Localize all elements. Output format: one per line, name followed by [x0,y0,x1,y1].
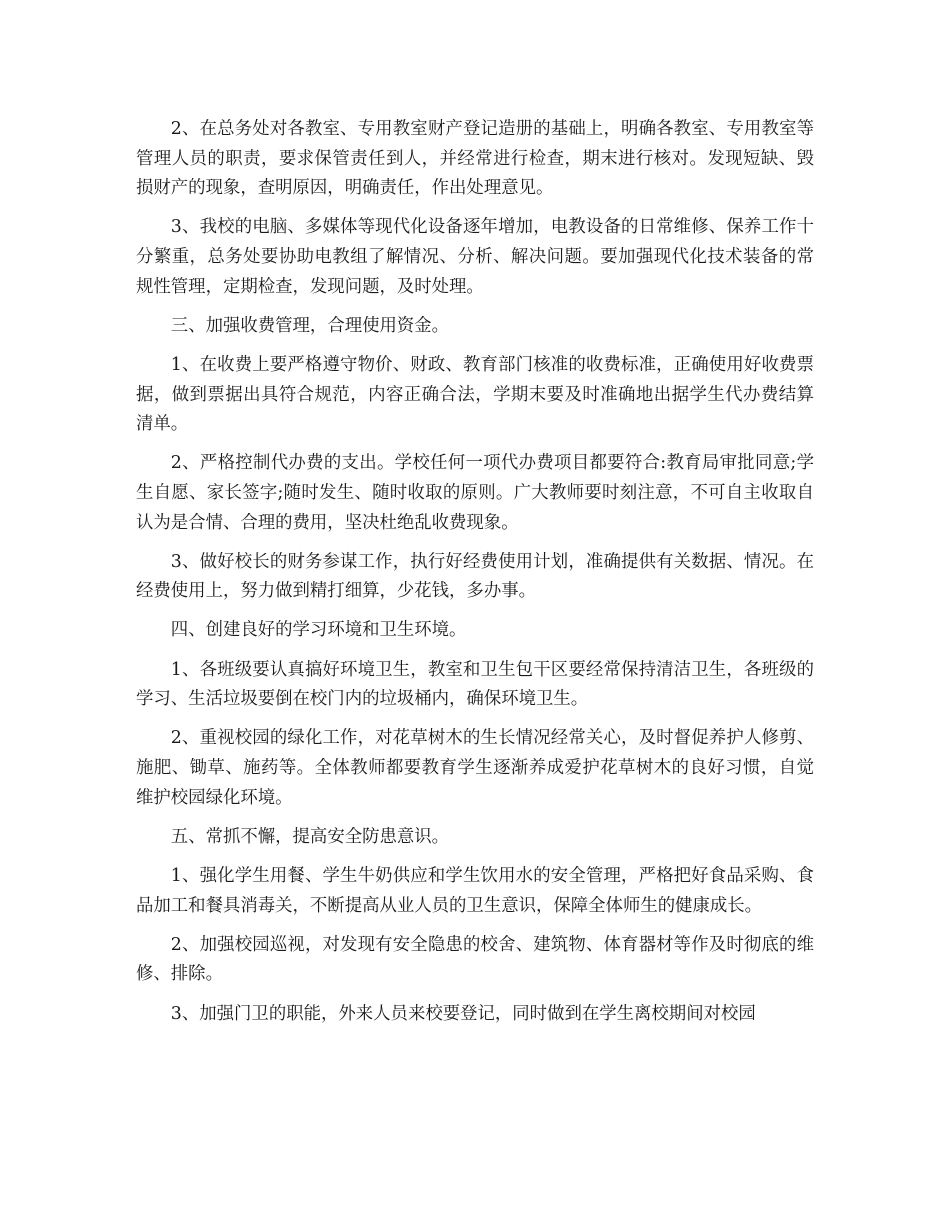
paragraph-5: 2、严格控制代办费的支出。学校任何一项代办费项目都要符合:教育局审批同意;学生自愿、家长签字;随时发生、随时收取的原则。广大教师要时刻注意，不可自主收取自认为是合情、合理的费用，坚决杜绝乱收费现象。 [136,453,814,533]
section-heading-3: 三、加强收费管理，合理使用资金。 [170,315,450,336]
paragraph-9: 2、重视校园的绿化工作，对花草树木的生长情况经常关心，及时督促养护人修剪、施肥、锄草、施药等。全体教师都要教育学生逐渐养成爱护花草树木的良好习惯，自觉维护校园绿化环境。 [136,728,814,808]
section-heading-5: 五、常抓不懈，提高安全防患意识。 [170,826,450,847]
paragraph-1: 2、在总务处对各教室、专用教室财产登记造册的基础上，明确各教室、专用教室等管理人员的职责，要求保管责任到人，并经常进行检查，期末进行核对。发现短缺、毁损财产的现象，查明原因，明确责任，作出处理意见。 [136,119,814,199]
section-heading-4: 四、创建良好的学习环境和卫生环境。 [170,620,467,641]
paragraph-8: 1、各班级要认真搞好环境卫生，教室和卫生包干区要经常保持清洁卫生，各班级的学习、生活垃圾要倒在校门内的垃圾桶内，确保环境卫生。 [136,659,814,710]
paragraph-12: 2、加强校园巡视，对发现有安全隐患的校舍、建筑物、体育器材等作及时彻底的维修、排除。 [136,934,814,985]
document-body [136,115,814,1039]
paragraph-2: 3、我校的电脑、多媒体等现代化设备逐年增加，电教设备的日常维修、保养工作十分繁重，总务处要协助电教组了解情况、分析、解决问题。要加强现代化技术装备的常规性管理，定期检查，发现问题，及时处理。 [136,217,814,297]
paragraph-4: 1、在收费上要严格遵守物价、财政、教育部门核准的收费标准，正确使用好收费票据，做到票据出具符合规范，内容正确合法，学期末要及时准确地出据学生代办费结算清单。 [136,354,814,435]
paragraph-13: 3、加强门卫的职能，外来人员来校要登记，同时做到在学生离校期间对校园 [170,1003,756,1024]
paragraph-11: 1、强化学生用餐、学生牛奶供应和学生饮用水的安全管理，严格把好食品采购、食品加工和餐具消毒关，不断提高从业人员的卫生意识，保障全体师生的健康成长。 [136,866,814,916]
paragraph-6: 3、做好校长的财务参谋工作，执行好经费使用计划，准确提供有关数据、情况。在经费使用上，努力做到精打细算，少花钱，多办事。 [136,551,814,602]
